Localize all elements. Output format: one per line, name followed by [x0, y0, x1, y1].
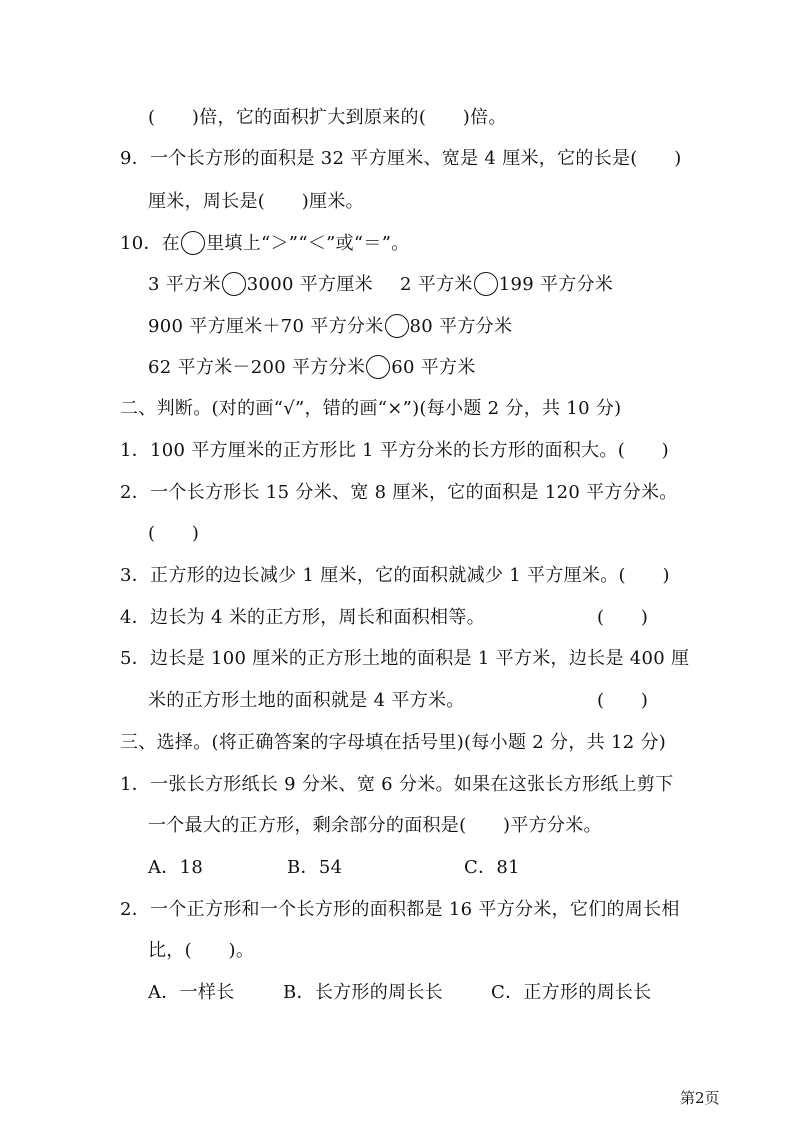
q10-row1-left	[148, 272, 373, 297]
choice-q2-option-a[interactable]: A．一样长	[148, 982, 235, 1003]
q10-row3-a: 62 平方米－200 平方分米	[148, 357, 366, 378]
choice-q1-option-a[interactable]: A．18	[148, 857, 204, 878]
choice-q2-line1: 2．一个正方形和一个长方形的面积都是 16 平方分米，它们的周长相	[120, 899, 680, 920]
compare-circle-icon	[181, 231, 205, 255]
choice-q2-option-c[interactable]: C．正方形的周长长	[491, 982, 652, 1003]
section-choice-heading: 三、选择。(将正确答案的字母填在括号里)(每小题 2 分，共 12 分)	[120, 732, 667, 753]
judge-q5-line1: 5．边长是 100 厘米的正方形土地的面积是 1 平方米，边长是 400 厘	[120, 648, 690, 669]
choice-q2-option-b[interactable]: B．长方形的周长长	[283, 982, 443, 1003]
q10-instruction	[120, 231, 410, 256]
judge-q2-blank[interactable]: ( )	[148, 523, 200, 544]
page-number: 第2页	[680, 1089, 720, 1107]
q10-row3-b: 60 平方米	[391, 357, 476, 378]
section-judge-heading: 二、判断。(对的画“√”，错的画“×”)(每小题 2 分，共 10 分)	[120, 398, 622, 419]
blank-circle[interactable]	[474, 272, 498, 296]
choice-q1-line1: 1．一张长方形纸长 9 分米、宽 6 分米。如果在这张长方形纸上剪下	[120, 774, 674, 795]
q10-row1-b: 3000 平方厘米	[246, 274, 373, 295]
blank-circle[interactable]	[385, 314, 409, 338]
q10-row2-a: 900 平方厘米＋70 平方分米	[148, 316, 384, 337]
blank-circle[interactable]	[222, 272, 246, 296]
q10-suffix: 里填上“＞”“＜”或“＝”。	[206, 233, 410, 254]
choice-q1-option-b[interactable]: B．54	[287, 857, 343, 878]
blank-circle[interactable]	[366, 355, 390, 379]
q10-row1-right	[400, 272, 613, 297]
judge-q5-blank[interactable]: ( )	[597, 690, 649, 711]
judge-q1: 1．100 平方厘米的正方形比 1 平方分米的长方形的面积大。( )	[120, 440, 669, 461]
judge-q4-blank[interactable]: ( )	[597, 607, 649, 628]
judge-q4: 4．边长为 4 米的正方形，周长和面积相等。	[120, 607, 485, 628]
q10-row1-d: 199 平方分米	[498, 274, 614, 295]
q10-row2	[148, 314, 512, 339]
q10-row3	[148, 355, 476, 380]
judge-q5-line2: 米的正方形土地的面积就是 4 平方米。	[148, 690, 465, 711]
q9-line2: 厘米，周长是( )厘米。	[148, 191, 364, 212]
choice-q1-line2: 一个最大的正方形，剩余部分的面积是( )平方分米。	[148, 815, 602, 836]
q8-continuation: ( )倍，它的面积扩大到原来的( )倍。	[148, 107, 507, 128]
judge-q2-line1: 2．一个长方形长 15 分米、宽 8 厘米，它的面积是 120 平方分米。	[120, 482, 678, 503]
q10-prefix: 10．在	[120, 233, 181, 254]
q9-line1: 9．一个长方形的面积是 32 平方厘米、宽是 4 厘米，它的长是( )	[120, 148, 682, 169]
q10-row1-a: 3 平方米	[148, 274, 221, 295]
q10-row2-b: 80 平方分米	[409, 316, 513, 337]
choice-q2-line2: 比，( )。	[148, 940, 255, 961]
q10-row1-c: 2 平方米	[400, 274, 473, 295]
choice-q1-option-c[interactable]: C．81	[464, 857, 520, 878]
judge-q3: 3．正方形的边长减少 1 厘米，它的面积就减少 1 平方厘米。( )	[120, 565, 670, 586]
